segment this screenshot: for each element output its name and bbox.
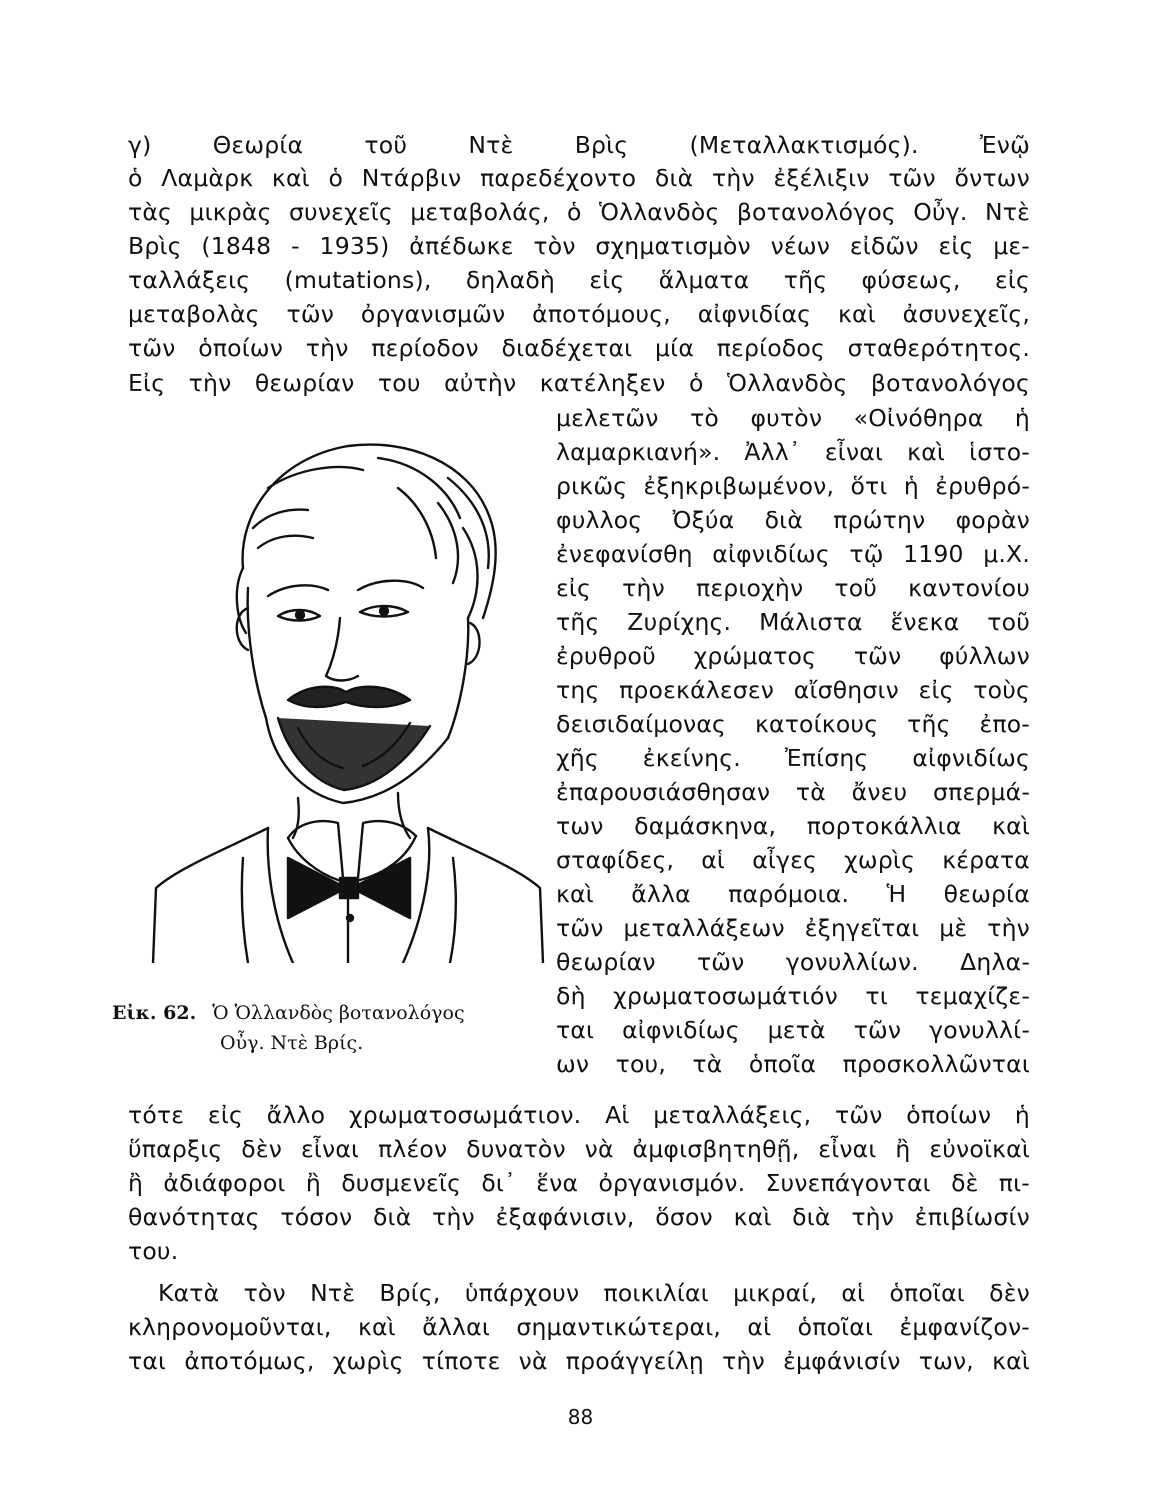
portrait-illustration	[148, 418, 548, 963]
text-line: Βρὶς (1848 - 1935) ἀπέδωκε τὸν σχηματισμὸν νέων εἰδῶν εἰς με-	[128, 232, 1030, 260]
text-line: του.	[128, 1237, 179, 1265]
text-line: ὁ Λαμὰρκ καὶ ὁ Ντάρβιν παρεδέχοντο διὰ τὴν ἐξέλιξιν τῶν ὄντων	[128, 164, 1030, 192]
text-line: της προεκάλεσεν αἴσθησιν εἰς τοὺς	[556, 676, 1030, 704]
text-line: τὰς μικρὰς συνεχεῖς μεταβολάς, ὁ Ὁλλανδὸς βοτανολόγος Οὖγ. Ντὲ	[128, 198, 1030, 226]
text-line: χῆς ἐκείνης. Ἐπίσης αἰφνιδίως	[556, 744, 1030, 772]
text-line: τότε εἰς ἄλλο χρωματοσωμάτιον. Αἱ μεταλλάξεις, τῶν ὁποίων ἡ	[128, 1101, 1030, 1129]
text-line: θεωρίαν τῶν γονυλλίων. Δηλα-	[556, 948, 1030, 976]
text-line: κληρονομοῦνται, καὶ ἄλλαι σημαντικώτεραι, αἱ ὁποῖαι ἐμφανίζον-	[128, 1313, 1030, 1341]
text-line: θανότητας τόσον διὰ τὴν ἐξαφάνισιν, ὅσον καὶ διὰ τὴν ἐπιβίωσίν	[128, 1203, 1030, 1231]
text-line: μεταβολὰς τῶν ὀργανισμῶν ἀποτόμους, αἰφνιδίας καὶ ἀσυνεχεῖς,	[128, 300, 1030, 328]
text-line: ἐρυθροῦ χρώματος τῶν φύλλων	[556, 642, 1030, 670]
text-line: φυλλος Ὀξύα διὰ πρώτην φορὰν	[556, 506, 1030, 534]
text-line: λαμαρκιανή». Ἀλλ᾽ εἶναι καὶ ἱστο-	[556, 438, 1030, 466]
text-line: ἐνεφανίσθη αἰφνιδίως τῷ 1190 μ.Χ.	[556, 540, 1030, 568]
text-line: ται αἰφνιδίως μετὰ τῶν γονυλλί-	[556, 1016, 1030, 1044]
text-line: τῶν μεταλλάξεων ἐξηγεῖται μὲ τὴν	[556, 914, 1030, 942]
text-line: των δαμάσκηνα, πορτοκάλλια καὶ	[556, 812, 1030, 840]
text-line: ται ἀποτόμως, χωρὶς τίποτε νὰ προάγγείλῃ τὴν ἐμφάνισίν των, καὶ	[128, 1347, 1030, 1375]
caption-line-2: Οὖγ. Ντὲ Βρίς.	[220, 1032, 364, 1054]
figure-caption	[112, 998, 542, 1058]
text-line: ων του, τὰ ὁποῖα προσκολλῶνται	[556, 1050, 1030, 1078]
text-line: δὴ χρωματοσωμάτιόν τι τεμαχίζε-	[556, 982, 1030, 1010]
text-line: ταλλάξεις (mutations), δηλαδὴ εἰς ἅλματα τῆς φύσεως, εἰς	[128, 266, 1030, 294]
text-line: Κατὰ τὸν Ντὲ Βρίς, ὑπάρχουν ποικιλίαι μικραί, αἱ ὁποῖαι δὲν	[158, 1279, 1030, 1307]
text-line: τῆς Ζυρίχης. Μάλιστα ἕνεκα τοῦ	[556, 608, 1030, 636]
text-line: ἐπαρουσιάσθησαν τὰ ἄνευ σπερμά-	[556, 778, 1030, 806]
text-line: σταφίδες, αἱ αἶγες χωρὶς κέρατα	[556, 846, 1030, 874]
text-line: ὕπαρξις δὲν εἶναι πλέον δυνατὸν νὰ ἀμφισβητηθῇ, εἶναι ἢ εὐνοϊκαὶ	[128, 1135, 1030, 1163]
text-line: ἢ ἀδιάφοροι ἢ δυσμενεῖς δι᾽ ἕνα ὀργανισμόν. Συνεπάγονται δὲ πι-	[128, 1169, 1030, 1197]
text-line: δεισιδαίμονας κατοίκους τῆς ἐπο-	[556, 710, 1030, 738]
text-line: τῶν ὁποίων τὴν περίοδον διαδέχεται μία περίοδος σταθερότητος.	[128, 334, 1030, 362]
text-line: γ) Θεωρία τοῦ Ντὲ Βρὶς (Μεταλλακτισμός). Ἐνῷ	[128, 131, 1030, 159]
page-number: 88	[567, 1405, 594, 1429]
text-line: Εἰς τὴν θεωρίαν του αὐτὴν κατέληξεν ὁ Ὁλλανδὸς βοτανολόγος	[128, 369, 1030, 397]
text-line: καὶ ἄλλα παρόμοια. Ἡ θεωρία	[556, 880, 1030, 908]
text-line: εἰς τὴν περιοχὴν τοῦ καντονίου	[556, 574, 1030, 602]
figure-label: Εἰκ. 62.	[112, 1002, 197, 1024]
text-line: μελετῶν τὸ φυτὸν «Οἰνόθηρα ἡ	[556, 404, 1030, 432]
caption-line-1: Ὁ Ὁλλανδὸς βοτανολόγος	[212, 1002, 465, 1024]
text-line: ρικῶς ἐξηκριβωμένον, ὅτι ἡ ἐρυθρό-	[556, 472, 1030, 500]
